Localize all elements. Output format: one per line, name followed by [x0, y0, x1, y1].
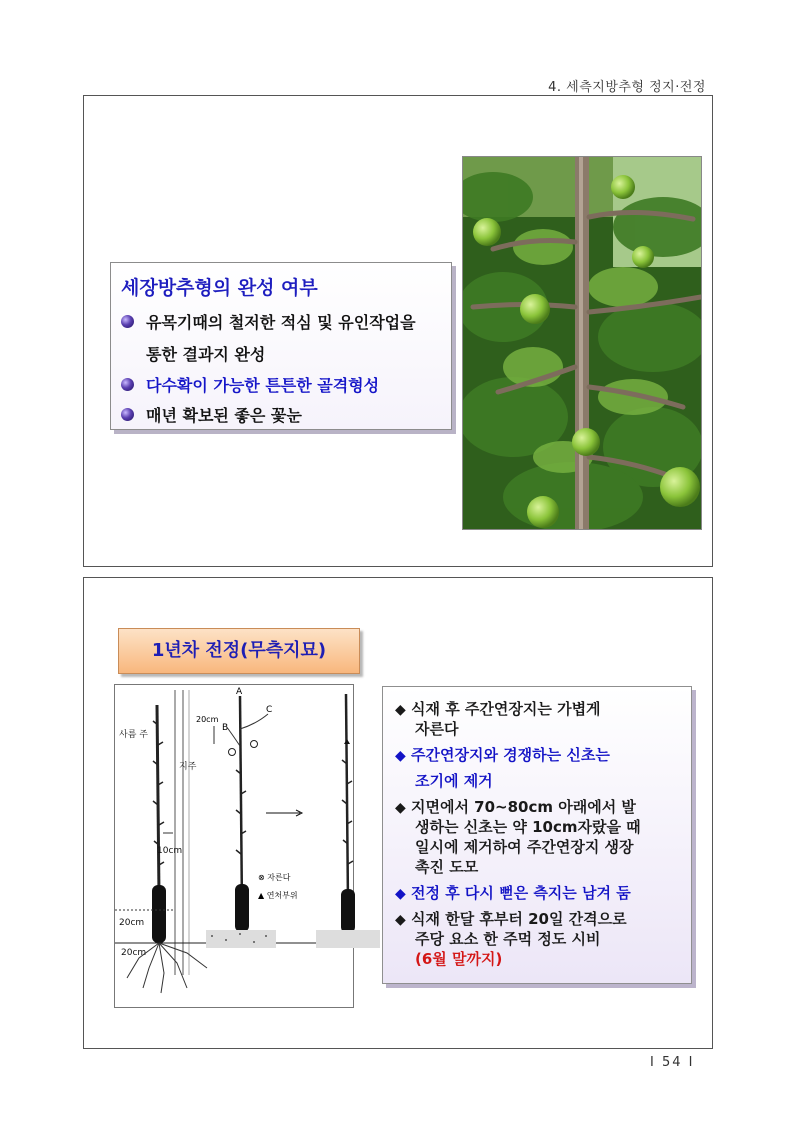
note-line: 주당 요소 한 주먹 정도 시비	[415, 930, 601, 948]
bullet-item	[121, 403, 302, 426]
note-line: 자른다	[415, 720, 459, 738]
summary-title: 세장방추형의 완성 여부	[121, 277, 318, 299]
note-line-deadline: (6월 말까지)	[415, 950, 503, 968]
note-line: 일시에 제거하여 주간연장지 생장	[415, 838, 634, 856]
notes-box	[382, 686, 692, 984]
legend-grow: ▲ 연처부위	[258, 891, 298, 900]
diamond-icon: ◆	[395, 912, 406, 928]
diamond-icon: ◆	[395, 748, 406, 764]
label-stake: 지주	[179, 762, 197, 772]
bullet-item	[121, 310, 416, 333]
diamond-icon: ◆	[395, 702, 406, 718]
label-20cm-top: 20cm	[196, 715, 219, 724]
bullet-text: 다수확이 가능한 튼튼한 골격형성	[146, 376, 380, 395]
page-number: Ⅰ 54 Ⅰ	[650, 1055, 695, 1070]
label-20cm-ground: 20cm	[121, 948, 147, 958]
apple-tree-photo	[462, 156, 702, 530]
bullet-icon	[121, 315, 134, 328]
bullet-text-cont: 통한 결과지 완성	[146, 345, 266, 364]
bullet-item	[121, 373, 379, 396]
bullet-icon	[121, 408, 134, 421]
diamond-icon: ◆	[395, 886, 406, 902]
summary-box	[110, 262, 452, 430]
label-seedling: 사름 주	[119, 730, 148, 740]
pruning-diagram-steps	[196, 684, 382, 954]
diamond-icon: ◆	[395, 800, 406, 816]
bullet-text: 매년 확보된 좋은 꽃눈	[146, 406, 302, 425]
note-item: ◆ 식재 후 주간연장지는 가볍게	[395, 700, 601, 718]
legend-cut: ⊗ 자른다	[258, 873, 291, 882]
note-item: ◆ 전정 후 다시 뻗은 측지는 남겨 둠	[395, 884, 631, 902]
label-10cm: 10cm	[157, 846, 183, 856]
note-item: ◆ 지면에서 70~80cm 아래에서 발	[395, 798, 636, 816]
note-item: ◆ 주간연장지와 경쟁하는 신초는	[395, 746, 610, 764]
chapter-header: 4. 세측지방추형 정지·전정	[548, 80, 706, 95]
note-line: 촉진 도모	[415, 858, 479, 876]
bullet-icon	[121, 378, 134, 391]
slide-first-year-pruning	[83, 577, 713, 1049]
note-line: 조기에 제거	[415, 772, 493, 790]
label-b: B	[222, 723, 229, 733]
note-line: 생하는 신초는 약 10cm자랐을 때	[415, 818, 641, 836]
label-20cm-graft: 20cm	[119, 918, 145, 928]
slide-completion	[83, 95, 713, 567]
note-item: ◆ 식재 한달 후부터 20일 간격으로	[395, 910, 627, 928]
label-c: C	[266, 705, 273, 715]
section-title: 1년차 전정(무측지묘)	[118, 628, 360, 674]
bullet-text: 유목기때의 철저한 적심 및 유인작업을	[146, 313, 416, 332]
label-a: A	[236, 687, 243, 697]
